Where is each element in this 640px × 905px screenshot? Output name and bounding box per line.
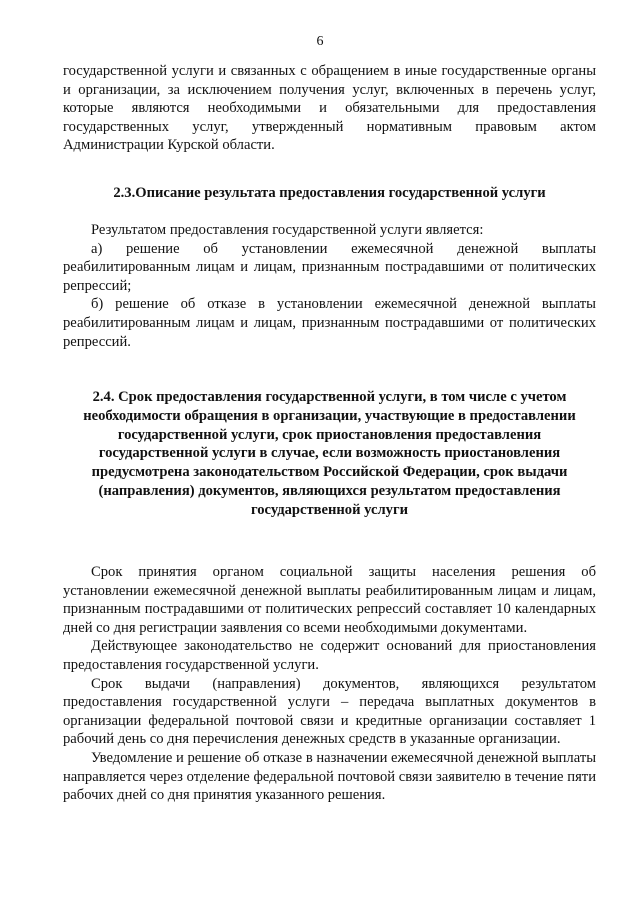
section-2-3-item-a: а) решение об установлении ежемесячной денежной выплаты реабилитированным лицам и лицам, признанным пострадавшими от политических репрессий; bbox=[63, 240, 596, 294]
section-2-4-body bbox=[63, 563, 596, 805]
section-2-3-heading: 2.3.Описание результата предоставления государственной услуги bbox=[113, 185, 546, 201]
page-number: 6 bbox=[316, 34, 324, 49]
section-2-4-paragraph-1: Срок принятия органом социальной защиты населения решения об установлении ежемесячной денежной выплаты реабилитированным лицам и лицам, признанным пострадавшими от политических репрессий составляет 10 календарных дней со дня регистрации заявления со всеми необходимыми документами. bbox=[63, 564, 596, 636]
section-2-4-paragraph-2: Действующее законодательство не содержит оснований для приостановления предоставления государственной услуги. bbox=[63, 638, 596, 673]
intro-paragraph: государственной услуги и связанных с обращением в иные государственные органы и организации, за исключением получения услуг, включенных в перечень услуг, которые являются необходимыми и обязательными для предоставления государственных услуг, утвержденный нормативным правовым актом Администрации Курской области. bbox=[63, 63, 596, 154]
section-2-4-heading: 2.4. Срок предоставления государственной услуги, в том числе с учетом необходимости обращения в организации, участвующие в предоставлении государственной услуги, срок приостановления предоставления государственной услуги в случае, если возможность приостановления предусмотрена законодательством Российской Федерации, срок выдачи (направления) документов, являющихся результатом предоставления государственной услуги bbox=[83, 389, 576, 518]
section-2-4-paragraph-4: Уведомление и решение об отказе в назначении ежемесячной денежной выплаты направляется через отделение федеральной почтовой связи заявителю в течение пяти рабочих дней со дня принятия указанного решения. bbox=[63, 749, 596, 804]
section-2-4-paragraph-3: Срок выдачи (направления) документов, являющихся результатом предоставления государственной услуги – передача выплатных документов в организации федеральной почтовой связи и кредитные организации составляет 1 рабочий день со дня перечисления денежных средств в указанные организации. bbox=[63, 675, 596, 748]
section-2-3-body bbox=[63, 221, 596, 351]
section-2-3-lead: Результатом предоставления государственной услуги является: bbox=[91, 222, 484, 238]
section-2-3-item-b: б) решение об отказе в установлении ежемесячной денежной выплаты реабилитированным лицам и лицам, признанным пострадавшими от политических репрессий. bbox=[63, 296, 596, 350]
intro-paragraph-block bbox=[63, 62, 596, 155]
